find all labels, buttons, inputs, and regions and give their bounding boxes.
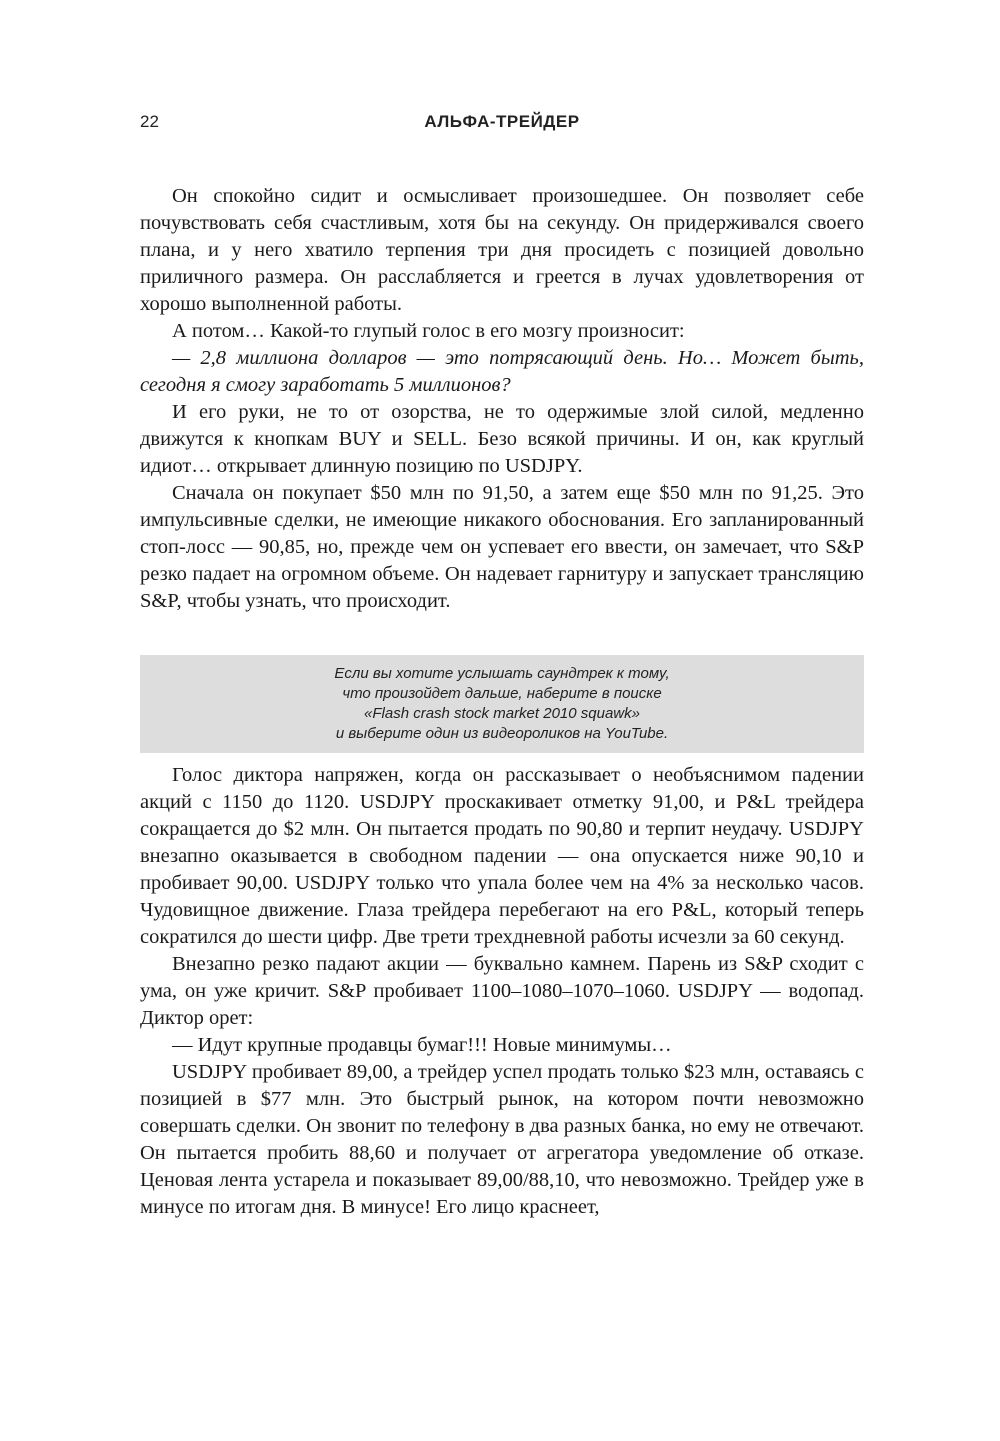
italic-quote: — 2,8 миллиона долларов — это потрясающий день. Но… Может быть, сегодня я смогу заработать 5 миллионов? — [140, 347, 864, 396]
paragraph: Сначала он покупает $50 млн по 91,50, а затем еще $50 млн по 91,25. Это импульсивные сделки, не имеющие никакого обоснования. Его запланированный стоп-лосс — 90,85, но, прежде чем он успевает его ввести, он замечает, что S&P резко падает на огромном объеме. Он надевает гарнитуру и запускает трансляцию S&P, чтобы узнать, что происходит. — [140, 482, 864, 612]
paragraph: И его руки, не то от озорства, не то одержимые злой силой, медленно движутся к кнопкам BUY и SELL. Безо всякой причины. И он, как круглый идиот… открывает длинную позицию по USDJPY. — [140, 401, 864, 477]
body-text-bottom — [140, 762, 864, 1221]
paragraph: Он спокойно сидит и осмысливает произошедшее. Он позволяет себе почувствовать себя счастливым, хотя бы на секунду. Он придерживался своего плана, и у него хватило терпения три дня просидеть с позицией довольно приличного размера. Он расслабляется и греется в лучах удовлетворения от хорошо выполненной работы. — [140, 185, 864, 315]
body-text-top — [140, 183, 864, 615]
sidebar-line: «Flash crash stock market 2010 squawk» — [364, 705, 640, 722]
paragraph: Голос диктора напряжен, когда он рассказывает о необъяснимом падении акций с 1150 до 1120. USDJPY проскакивает отметку 91,00, и P&L трейдера сокращается до $2 млн. Он пытается продать по 90,80 и терпит неудачу. USDJPY внезапно оказывается в свободном падении — она опускается ниже 90,10 и пробивает 90,00. USDJPY только что упала более чем на 4% за несколько часов. Чудовищное движение. Глаза трейдера перебегают на его P&L, который теперь сократился до шести цифр. Две трети трехдневной работы исчезли за 60 секунд. — [140, 764, 864, 948]
sidebar-line: что произойдет дальше, наберите в поиске — [342, 685, 662, 702]
paragraph: Внезапно резко падают акции — буквально камнем. Парень из S&P сходит с ума, он уже кричит. S&P пробивает 1100–1080–1070–1060. USDJPY — водопад. Диктор орет: — [140, 953, 864, 1029]
running-header: АЛЬФА-ТРЕЙДЕР — [424, 112, 580, 131]
paragraph: USDJPY пробивает 89,00, а трейдер успел продать только $23 млн, оставаясь с позицией в $77 млн. Это быстрый рынок, на котором почти невозможно совершать сделки. Он звонит по телефону в два разных банка, но ему не отвечают. Он пытается пробить 88,60 и получает от агрегатора уведомление об отказе. Ценовая лента устарела и показывает 89,00/88,10, что невозможно. Трейдер уже в минусе по итогам дня. В минусе! Его лицо краснеет, — [140, 1061, 864, 1218]
sidebar-line: и выберите один из видеороликов на YouTube. — [335, 725, 669, 742]
sidebar-line: Если вы хотите услышать саундтрек к тому, — [334, 665, 670, 682]
page-number: 22 — [140, 112, 159, 131]
dialogue-line: — Идут крупные продавцы бумаг!!! Новые минимумы… — [172, 1034, 672, 1056]
paragraph: А потом… Какой-то глупый голос в его мозгу произносит: — [172, 320, 685, 342]
sidebar-note-box — [140, 655, 864, 753]
